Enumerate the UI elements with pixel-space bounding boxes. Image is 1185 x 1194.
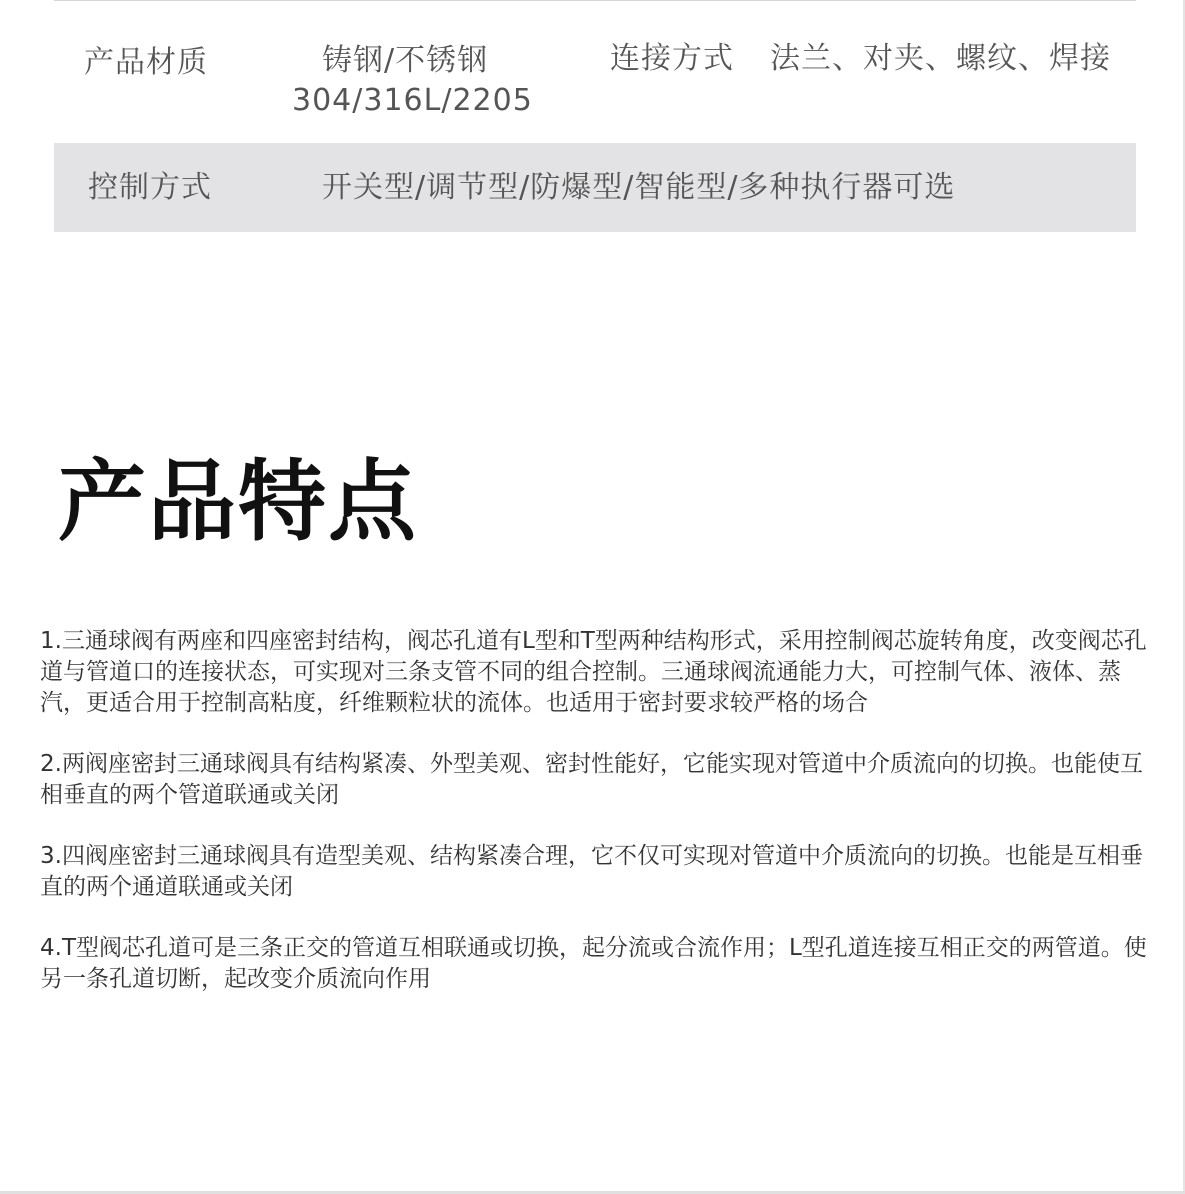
feature-item-3: 3.四阀座密封三通球阀具有造型美观、结构紧凑合理，它不仅可实现对管道中介质流向的切换。也能是互相垂直的两个通道联通或关闭	[40, 843, 1143, 900]
connection-value: 法兰、对夹、螺纹、焊接	[770, 41, 1111, 76]
control-label: 控制方式	[88, 170, 212, 205]
features-list	[40, 626, 1164, 1025]
top-divider	[54, 0, 1136, 1]
material-value-line2: 304/316L/2205	[292, 83, 533, 118]
feature-item-4: 4.T型阀芯孔道可是三条正交的管道互相联通或切换，起分流或合流作用；L型孔道连接互相正交的两管道。使另一条孔道切断，起改变介质流向作用	[40, 935, 1147, 992]
connection-label: 连接方式	[610, 41, 734, 76]
features-title: 产品特点	[58, 450, 419, 553]
material-label: 产品材质	[84, 45, 208, 80]
control-value: 开关型/调节型/防爆型/智能型/多种执行器可选	[322, 170, 956, 205]
feature-item-2: 2.两阀座密封三通球阀具有结构紧凑、外型美观、密封性能好，它能实现对管道中介质流向的切换。也能使互相垂直的两个管道联通或关闭	[40, 751, 1143, 808]
material-value-line1: 铸钢/不锈钢	[322, 43, 489, 78]
feature-item-1: 1.三通球阀有两座和四座密封结构，阀芯孔道有L型和T型两种结构形式，采用控制阀芯旋转角度，改变阀芯孔道与管道口的连接状态，可实现对三条支管不同的组合控制。三通球阀流通能力大，可控制气体、液体、蒸汽，更适合用于控制高粘度，纤维颗粒状的流体。也适用于密封要求较严格的场合	[40, 628, 1147, 716]
